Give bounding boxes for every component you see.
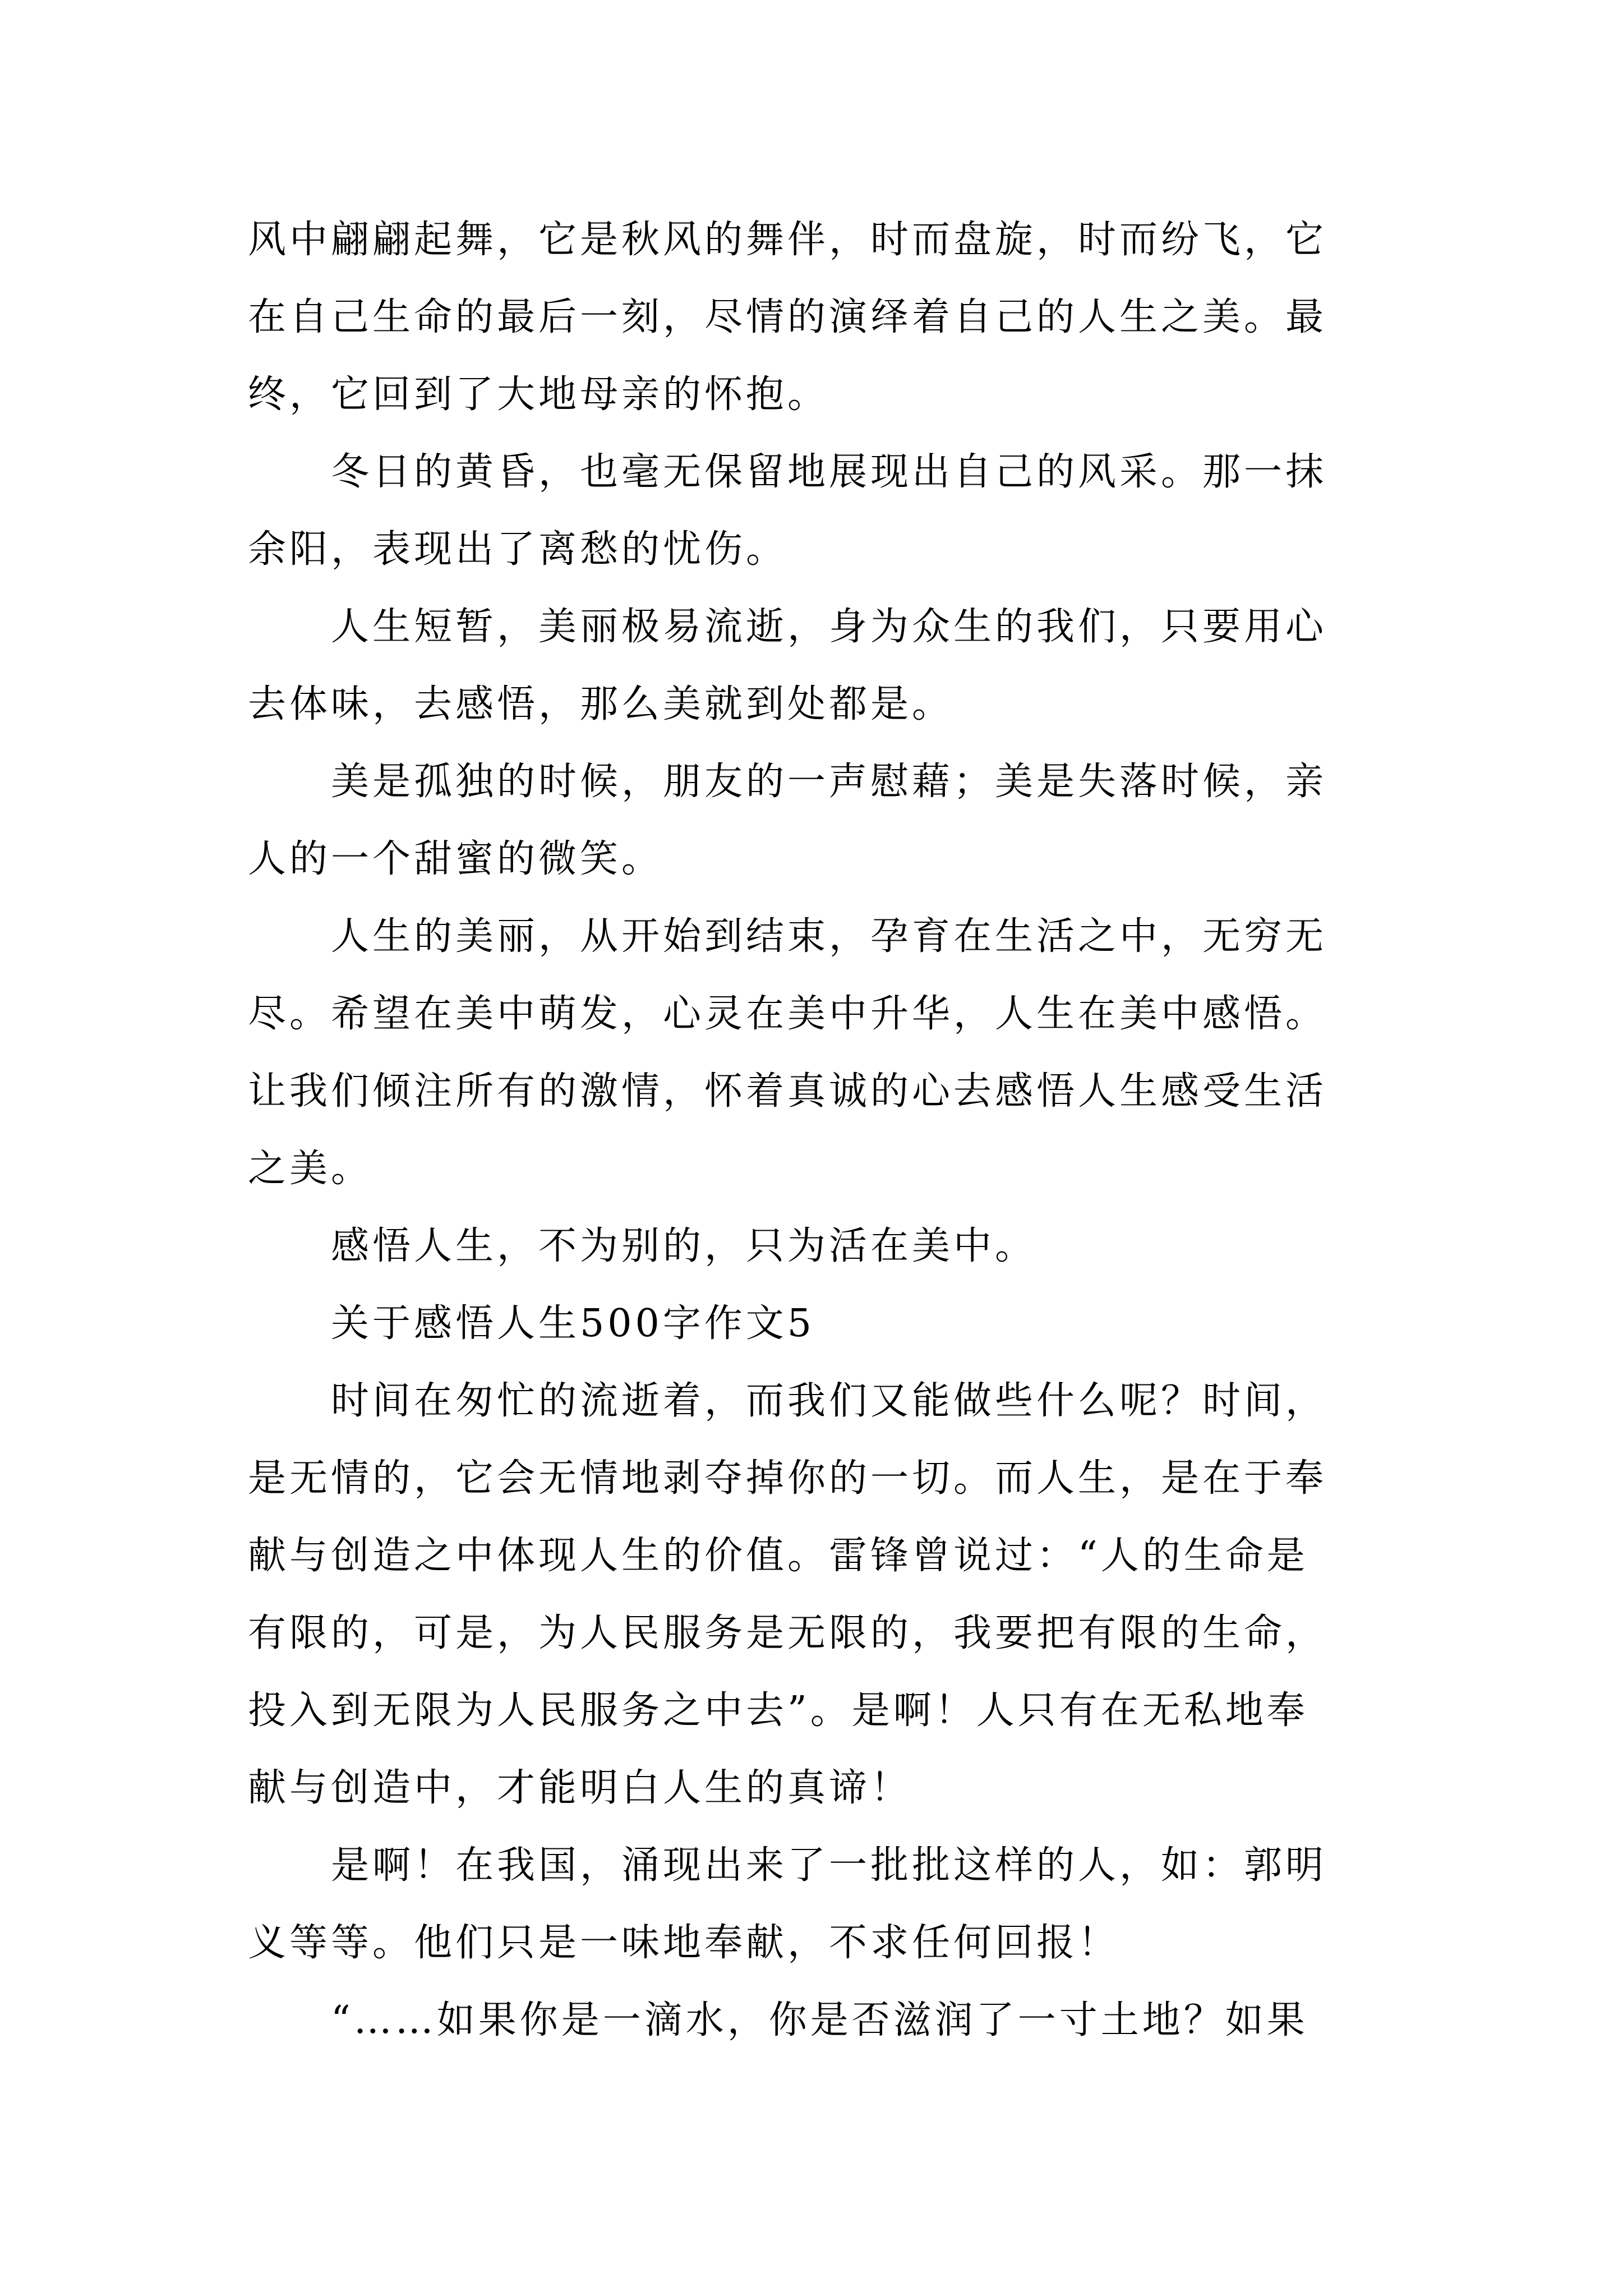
text-line: 有限的，可是，为人民服务是无限的，我要把有限的生命， [248,1611,1327,1655]
text-line: 终，它回到了大地母亲的怀抱。 [248,372,829,417]
text-line: 人的一个甜蜜的微笑。 [248,837,663,881]
text-line: 时间在匆忙的流逝着，而我们又能做些什么呢？时间， [248,1379,1327,1423]
text-line: 尽。希望在美中萌发，心灵在美中升华，人生在美中感悟。 [248,992,1327,1036]
section-heading: 关于感悟人生500字作文5 [248,1301,815,1346]
text-line: 风中翩翩起舞，它是秋风的舞伴，时而盘旋，时而纷飞，它 [248,218,1327,262]
text-line: 在自己生命的最后一刻，尽情的演绎着自己的人生之美。最 [248,295,1327,339]
text-line: 义等等。他们只是一味地奉献，不求任何回报！ [248,1921,1120,1965]
text-line: 去体味，去感悟，那么美就到处都是。 [248,682,954,726]
text-line: 让我们倾注所有的激情，怀着真诚的心去感悟人生感受生活 [248,1069,1327,1114]
text-line: 余阳，表现出了离愁的忧伤。 [248,527,788,572]
text-line: “……如果你是一滴水，你是否滋润了一寸土地？如果 [248,1998,1308,2042]
text-line: 人生短暂，美丽极易流逝，身为众生的我们，只要用心 [248,605,1327,649]
text-line: 冬日的黄昏，也毫无保留地展现出自己的风采。那一抹 [248,450,1327,494]
text-line: 献与创造中，才能明白人生的真谛！ [248,1766,912,1810]
text-line: 美是孤独的时候，朋友的一声慰藉；美是失落时候，亲 [248,760,1327,804]
text-line: 献与创造之中体现人生的价值。雷锋曾说过：“人的生命是 [248,1534,1308,1578]
text-line: 感悟人生，不为别的，只为活在美中。 [248,1224,1037,1268]
text-line: 投入到无限为人民服务之中去”。是啊！人只有在无私地奉 [248,1688,1308,1733]
text-line: 之美。 [248,1147,373,1191]
text-line: 是无情的，它会无情地剥夺掉你的一切。而人生，是在于奉 [248,1456,1327,1501]
text-line: 是啊！在我国，涌现出来了一批批这样的人，如：郭明 [248,1843,1327,1888]
text-line: 人生的美丽，从开始到结束，孕育在生活之中，无穷无 [248,914,1327,959]
